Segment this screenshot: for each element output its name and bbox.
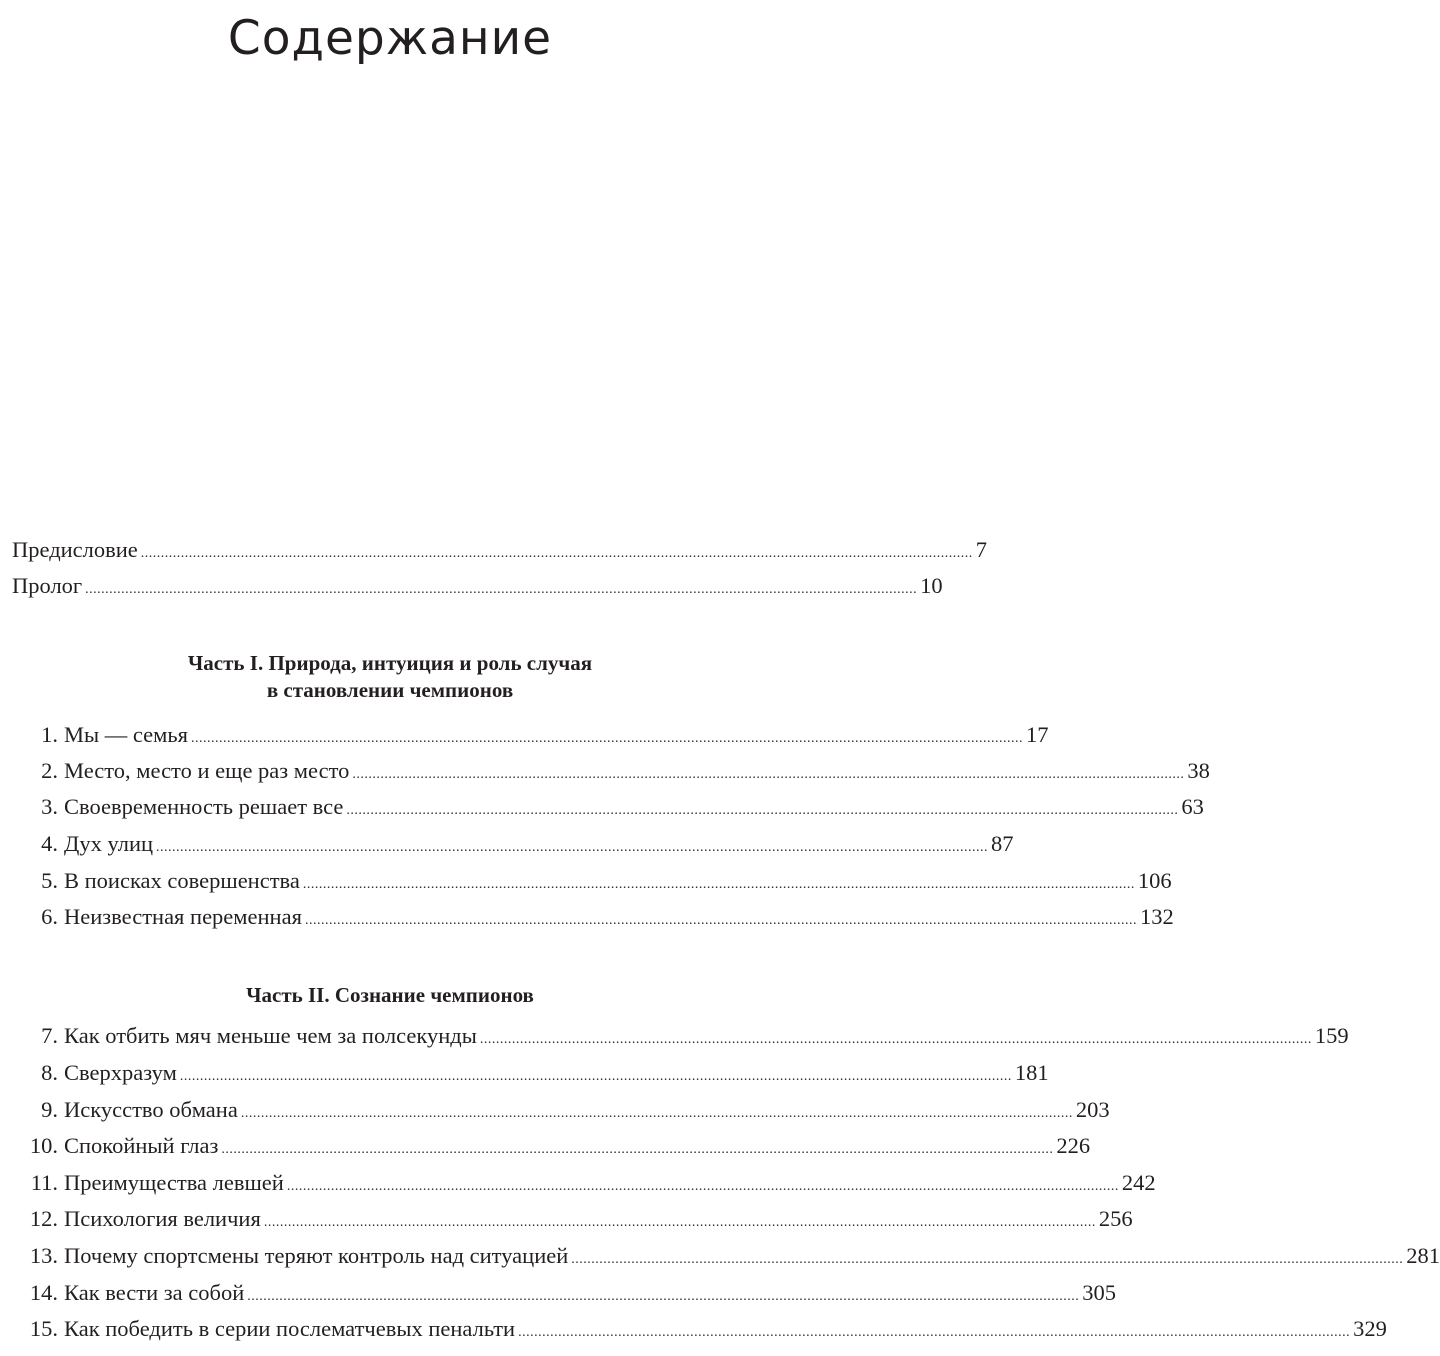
toc-entry-label: Спокойный глаз <box>64 1133 219 1158</box>
toc-page-number: 281 <box>1406 1243 1440 1268</box>
dot-leader: ................................................................................................................................................................................................................ <box>263 1215 1096 1230</box>
toc-entry-chapter-15[interactable] <box>12 1311 1387 1347</box>
toc-page-number: 256 <box>1098 1206 1133 1231</box>
toc-entry-chapter-5[interactable] <box>12 863 1172 899</box>
toc-entry-prologue[interactable] <box>12 568 943 604</box>
toc-entry-label: Предисловие <box>12 537 138 562</box>
chapter-number: 6. <box>41 904 58 929</box>
dot-leader: ................................................................................................................................................................................................................ <box>518 1325 1351 1340</box>
toc-entry-label: Преимущества левшей <box>64 1170 284 1195</box>
toc-page-number: 181 <box>1014 1060 1049 1085</box>
toc-page-number: 87 <box>991 831 1014 856</box>
dot-leader: ................................................................................................................................................................................................................ <box>302 877 1135 892</box>
toc-page-number: 17 <box>1025 722 1049 747</box>
toc-entry-chapter-13[interactable] <box>12 1238 1440 1274</box>
toc-page-number: 329 <box>1353 1316 1387 1341</box>
chapter-number: 11. <box>30 1170 58 1195</box>
chapter-number: 7. <box>41 1023 58 1048</box>
dot-leader: ................................................................................................................................................................................................................ <box>479 1032 1312 1047</box>
chapter-number: 9. <box>41 1097 58 1122</box>
dot-leader: ................................................................................................................................................................................................................ <box>190 731 1023 746</box>
part-heading-line: в становлении чемпионов <box>266 678 514 702</box>
chapter-number: 5. <box>41 868 58 893</box>
toc-page-number: 132 <box>1139 904 1174 929</box>
chapter-number: 2. <box>41 758 58 783</box>
toc-page-number: 159 <box>1314 1023 1349 1048</box>
dot-leader: ................................................................................................................................................................................................................ <box>240 1106 1073 1121</box>
toc-entry-label: Своевременность решает все <box>64 794 344 819</box>
toc-page-number: 7 <box>975 537 988 562</box>
chapter-number: 10. <box>29 1133 58 1158</box>
chapter-number: 3. <box>41 794 58 819</box>
toc-entry-chapter-7[interactable] <box>12 1018 1349 1054</box>
chapter-number: 1. <box>41 722 58 747</box>
chapter-number: 4. <box>41 831 58 856</box>
toc-entry-label: Искусство обмана <box>64 1097 238 1122</box>
toc-page-number: 63 <box>1181 794 1204 819</box>
toc-entry-label: В поисках совершенства <box>64 868 300 893</box>
toc-page-number: 38 <box>1187 758 1210 783</box>
part-heading-line: Часть II. Сознание чемпионов <box>246 983 534 1007</box>
toc-page-number: 106 <box>1137 868 1172 893</box>
dot-leader: ................................................................................................................................................................................................................ <box>304 913 1137 928</box>
chapter-number: 8. <box>41 1060 58 1085</box>
toc-entry-chapter-11[interactable] <box>12 1165 1156 1201</box>
toc-entry-label: Почему спортсмены теряют контроль над ситуацией <box>64 1243 569 1268</box>
toc-entry-label: Как отбить мяч меньше чем за полсекунды <box>64 1023 477 1048</box>
toc-entry-label: Пролог <box>12 573 83 598</box>
toc-entry-label: Мы — семья <box>64 722 188 747</box>
chapter-number: 12. <box>29 1206 58 1231</box>
toc-page-number: 226 <box>1056 1133 1091 1158</box>
dot-leader: ................................................................................................................................................................................................................ <box>346 803 1179 818</box>
dot-leader: ................................................................................................................................................................................................................ <box>179 1069 1012 1084</box>
chapter-number: 15. <box>29 1316 58 1341</box>
toc-entry-preface[interactable] <box>12 532 988 568</box>
toc-entry-label: Неизвестная переменная <box>64 904 302 929</box>
dot-leader: ................................................................................................................................................................................................................ <box>85 582 918 597</box>
toc-page-number: 10 <box>920 573 943 598</box>
part-heading-1 <box>0 650 780 704</box>
dot-leader: ................................................................................................................................................................................................................ <box>352 767 1185 782</box>
chapter-number: 14. <box>29 1280 58 1305</box>
dot-leader: ................................................................................................................................................................................................................ <box>571 1252 1404 1267</box>
page-title: Содержание <box>227 11 553 66</box>
toc-entry-label: Как победить в серии послематчевых пенальти <box>64 1316 516 1341</box>
toc-entry-chapter-8[interactable] <box>12 1055 1049 1091</box>
toc-entry-label: Место, место и еще раз место <box>64 758 350 783</box>
toc-entry-chapter-10[interactable] <box>12 1128 1091 1164</box>
toc-page-number: 305 <box>1082 1280 1117 1305</box>
toc-entry-chapter-2[interactable] <box>12 753 1210 789</box>
dot-leader: ................................................................................................................................................................................................................ <box>221 1142 1054 1157</box>
toc-entry-chapter-4[interactable] <box>12 826 1014 862</box>
toc-entry-chapter-9[interactable] <box>12 1092 1110 1128</box>
toc-entry-label: Психология величия <box>64 1206 261 1231</box>
dot-leader: ................................................................................................................................................................................................................ <box>140 546 973 561</box>
dot-leader: ................................................................................................................................................................................................................ <box>247 1289 1080 1304</box>
toc-entry-chapter-12[interactable] <box>12 1201 1133 1237</box>
toc-entry-chapter-3[interactable] <box>12 789 1204 825</box>
toc-entry-label: Как вести за собой <box>64 1280 245 1305</box>
toc-page-number: 203 <box>1075 1097 1110 1122</box>
dot-leader: ................................................................................................................................................................................................................ <box>286 1179 1119 1194</box>
toc-page-number: 242 <box>1121 1170 1156 1195</box>
chapter-number: 13. <box>29 1243 58 1268</box>
toc-entry-label: Сверхразум <box>64 1060 177 1085</box>
toc-entry-chapter-14[interactable] <box>12 1275 1117 1311</box>
toc-entry-chapter-6[interactable] <box>12 899 1174 935</box>
toc-entry-chapter-1[interactable] <box>12 717 1049 753</box>
part-heading-line: Часть I. Природа, интуиция и роль случая <box>187 651 593 675</box>
toc-entry-label: Дух улиц <box>64 831 154 856</box>
dot-leader: ................................................................................................................................................................................................................ <box>156 840 989 855</box>
part-heading-2 <box>0 982 780 1009</box>
